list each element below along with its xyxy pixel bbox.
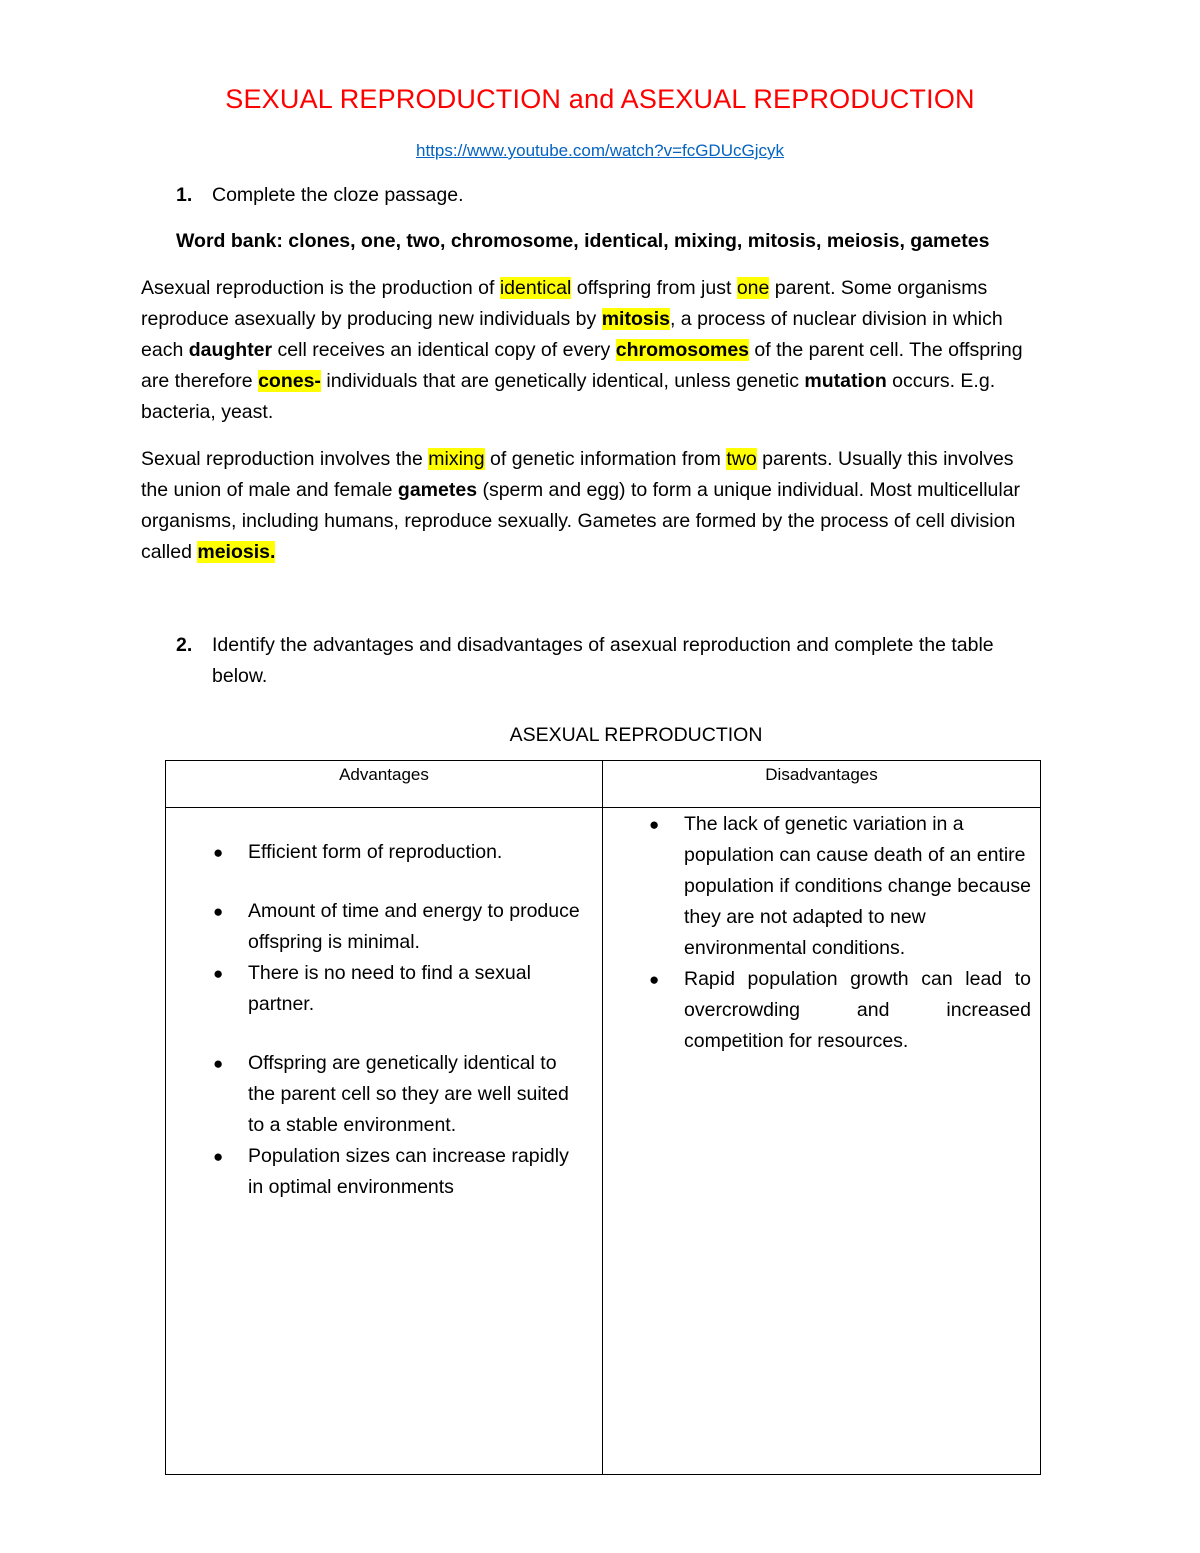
question-2-text: Identify the advantages and disadvantages of asexual reproduction and complete the table below. (212, 634, 994, 687)
question-1-number: 1. (176, 184, 193, 206)
para2-text-1: Sexual reproduction involves the (141, 448, 429, 470)
advantage-text: Amount of time and energy to produce offspring is minimal. (248, 900, 580, 953)
para1-text-4: , a process of nuclear division in which each (141, 308, 1003, 361)
list-item (166, 896, 586, 958)
answer-mixing: mixing (428, 448, 485, 470)
bullet-icon: ● (213, 964, 224, 983)
list-item (166, 1141, 586, 1203)
list-item (603, 964, 1031, 1057)
advantage-text: Offspring are genetically identical to the parent cell so they are well suited to a stable environment. (248, 1052, 569, 1136)
word-bank: Word bank: clones, one, two, chromosome, identical, mixing, mitosis, meiosis, gametes (176, 230, 990, 252)
question-1 (176, 180, 1042, 211)
para1-text-1: Asexual reproduction is the production of (141, 277, 500, 299)
para1-text-6: of the parent cell. The offspring are therefore (141, 339, 1023, 392)
list-item (166, 1048, 586, 1141)
answer-identical: identical (499, 277, 572, 299)
bullet-icon: ● (649, 970, 660, 989)
list-item (166, 837, 586, 868)
para1-text-8: occurs. E.g. bacteria, yeast. (141, 370, 996, 423)
answer-cones: cones- (258, 370, 321, 392)
para2-text-3: parents. Usually this involves the union of male and female (141, 448, 1014, 501)
list-item (603, 809, 1031, 964)
question-2 (176, 630, 1042, 692)
bullet-icon: ● (649, 815, 660, 834)
question-2-number: 2. (176, 634, 193, 656)
list-item (166, 958, 586, 1020)
bullet-icon: ● (213, 843, 224, 862)
bold-mutation: mutation (804, 370, 887, 392)
disadvantages-list (603, 809, 1031, 1057)
para1-text-5: cell receives an identical copy of every (272, 339, 616, 361)
bold-daughter: daughter (188, 339, 273, 361)
para1-text-2: offspring from just (571, 277, 737, 299)
advantages-list (166, 837, 586, 1203)
youtube-link[interactable]: https://www.youtube.com/watch?v=fcGDUcGjcyk (416, 141, 784, 160)
bullet-icon: ● (213, 1054, 224, 1073)
answer-mitosis: mitosis (601, 308, 670, 330)
asexual-paragraph (141, 273, 1046, 428)
document-title: SEXUAL REPRODUCTION and ASEXUAL REPRODUCTION (225, 84, 975, 114)
para1-text-3: parent. Some organisms reproduce asexually by producing new individuals by (141, 277, 988, 330)
asexual-table (165, 760, 1041, 1475)
answer-two: two (726, 448, 757, 470)
header-disadvantages: Disadvantages (765, 765, 878, 784)
para2-text-4: (sperm and egg) to form a unique individual. Most multicellular organisms, including humans, reproduce sexually. Gametes are formed by the process of cell division called (141, 479, 1021, 563)
answer-one: one (736, 277, 770, 299)
bullet-icon: ● (213, 902, 224, 921)
disadvantage-text: The lack of genetic variation in a population can cause death of an entire population if conditions change because they are not adapted to new environmental conditions. (684, 813, 1031, 959)
table-header-divider (166, 807, 1040, 808)
bold-gametes: gametes (397, 479, 478, 501)
para2-text-2: of genetic information from (484, 448, 727, 470)
answer-meiosis: meiosis. (197, 541, 276, 563)
table-title: ASEXUAL REPRODUCTION (509, 724, 763, 746)
advantage-text: Population sizes can increase rapidly in optimal environments (248, 1145, 569, 1198)
bullet-icon: ● (213, 1147, 224, 1166)
question-1-text: Complete the cloze passage. (212, 184, 464, 206)
sexual-paragraph (141, 444, 1046, 568)
header-advantages: Advantages (339, 765, 429, 784)
para1-text-7: individuals that are genetically identical, unless genetic (320, 370, 805, 392)
advantage-text: Efficient form of reproduction. (248, 841, 503, 863)
disadvantage-text: Rapid population growth can lead to overcrowding and increased competition for resources. (684, 968, 1031, 1052)
advantage-text: There is no need to find a sexual partner. (248, 962, 531, 1015)
answer-chromosomes: chromosomes (615, 339, 750, 361)
